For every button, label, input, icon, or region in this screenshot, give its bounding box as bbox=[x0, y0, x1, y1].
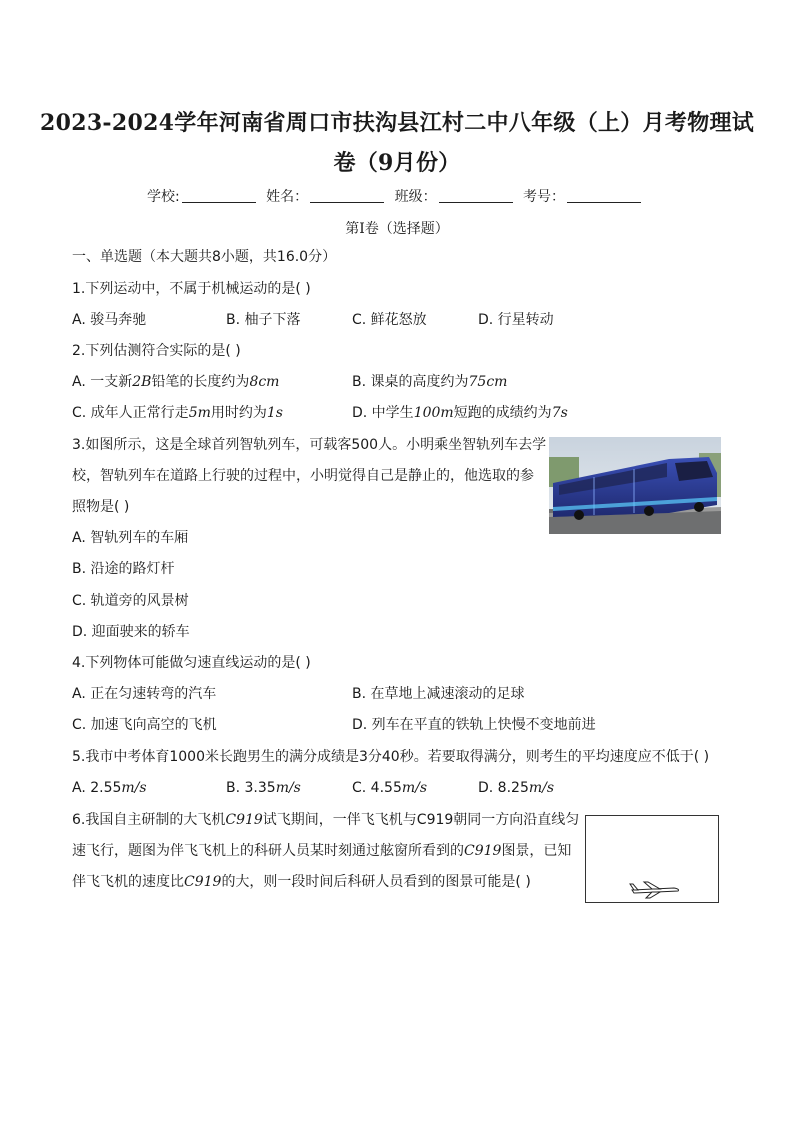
name-blank bbox=[310, 188, 384, 203]
exam-title-line2: 卷（9月份） bbox=[333, 150, 461, 176]
exam-title-line1: 2023-2024学年河南省周口市扶沟县江村二中八年级（上）月考物理试 bbox=[40, 110, 755, 136]
q6-stem-line3: 伴飞飞机的速度比C919的大，则一段时间后科研人员看到的图景可能是( ) bbox=[72, 874, 531, 890]
student-info-row bbox=[0, 186, 794, 206]
q1-stem: 1.下列运动中，不属于机械运动的是( ) bbox=[72, 281, 311, 297]
q5-stem: 5.我市中考体育1000米长跑男生的满分成绩是3分40秒。若要取得满分，则考生的平均速度应不低于( ) bbox=[72, 749, 710, 765]
q5-option-c: C. 4.55m/s bbox=[352, 780, 428, 796]
q2-option-c: C. 成年人正常行走5m用时约为1s bbox=[72, 405, 283, 421]
q3-stem-line2: 校，智轨列车在道路上行驶的过程中，小明觉得自己是静止的，他选取的参 bbox=[72, 468, 534, 484]
class-blank bbox=[439, 188, 513, 203]
class-label: 班级： bbox=[394, 189, 437, 205]
q3-option-a: A. 智轨列车的车厢 bbox=[72, 530, 189, 546]
q4-option-a: A. 正在匀速转弯的汽车 bbox=[72, 686, 217, 702]
q2-option-d: D. 中学生100m短跑的成绩约为7s bbox=[352, 405, 568, 421]
q3-option-d: D. 迎面驶来的轿车 bbox=[72, 624, 190, 640]
q5-option-d: D. 8.25m/s bbox=[478, 780, 555, 796]
q2-option-a: A. 一支新2B铅笔的长度约为8cm bbox=[72, 374, 280, 390]
smart-rail-train-photo bbox=[549, 437, 721, 534]
q6-stem-line2: 速飞行，题图为伴飞飞机上的科研人员某时刻通过舷窗所看到的C919图景，已知 bbox=[72, 843, 572, 859]
q2-option-b: B. 课桌的高度约为75cm bbox=[352, 374, 508, 390]
school-blank bbox=[182, 188, 256, 203]
q2-stem: 2.下列估测符合实际的是( ) bbox=[72, 343, 241, 359]
q3-stem-line3: 照物是( ) bbox=[72, 499, 130, 515]
q4-option-d: D. 列车在平直的铁轨上快慢不变地前进 bbox=[352, 717, 596, 733]
q3-stem-line1: 3.如图所示，这是全球首列智轨列车，可载客500人。小明乘坐智轨列车去学 bbox=[72, 437, 547, 453]
name-label: 姓名： bbox=[266, 189, 309, 205]
airplane-icon bbox=[586, 816, 718, 902]
q5-option-a: A. 2.55m/s bbox=[72, 780, 147, 796]
part-title: 第I卷（选择题） bbox=[345, 221, 449, 237]
q4-stem: 4.下列物体可能做匀速直线运动的是( ) bbox=[72, 655, 311, 671]
q5-option-b: B. 3.35m/s bbox=[226, 780, 301, 796]
exam-no-label: 考号： bbox=[523, 189, 566, 205]
exam-no-blank bbox=[567, 188, 641, 203]
q1-option-c: C. 鲜花怒放 bbox=[352, 312, 427, 328]
school-label: 学校: bbox=[146, 189, 180, 205]
q3-option-c: C. 轨道旁的风景树 bbox=[72, 593, 189, 609]
q3-option-b: B. 沿途的路灯杆 bbox=[72, 561, 175, 577]
q6-stem-line1: 6.我国自主研制的大飞机C919试飞期间，一伴飞飞机与C919朝同一方向沿直线匀 bbox=[72, 812, 580, 828]
q4-option-b: B. 在草地上减速滚动的足球 bbox=[352, 686, 525, 702]
q1-option-a: A. 骏马奔驰 bbox=[72, 312, 147, 328]
q1-option-b: B. 柚子下落 bbox=[226, 312, 301, 328]
q6-window-figure bbox=[585, 815, 719, 903]
q1-option-d: D. 行星转动 bbox=[478, 312, 554, 328]
section-heading: 一、单选题（本大题共8小题，共16.0分） bbox=[72, 249, 337, 265]
q4-option-c: C. 加速飞向高空的飞机 bbox=[72, 717, 217, 733]
